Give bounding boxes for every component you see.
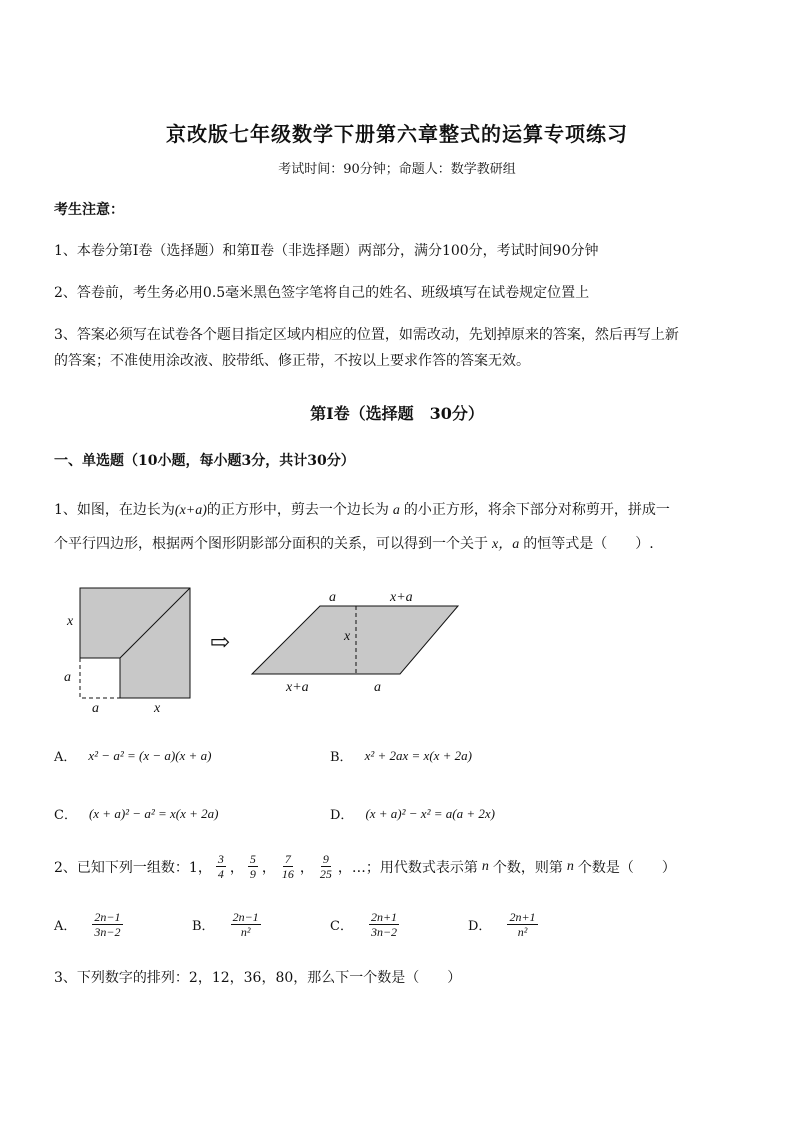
q2-option-d[interactable]: [468, 910, 542, 939]
q1-stem-line2: [54, 535, 654, 554]
frac-den: 16: [281, 867, 294, 881]
frac-num: 2n+1: [370, 910, 398, 924]
q2-fraction: [216, 852, 226, 881]
option-label: C．: [330, 919, 353, 934]
q2-option-c[interactable]: [330, 910, 403, 939]
square-removed-outline: [80, 658, 120, 698]
q1-vars: x，a: [492, 537, 520, 552]
q1-text: 个平行四边形，根据两个图形阴影部分面积的关系，可以得到一个关于: [54, 536, 488, 552]
q2-text: 2、已知下列一组数：1，: [54, 859, 212, 876]
frac-num: 9: [322, 852, 329, 866]
q1-expr: (x+a): [174, 503, 207, 518]
q2-text: ，…；用代数式表示第: [337, 859, 478, 876]
option-label: D．: [330, 808, 354, 823]
option-fraction: [369, 910, 399, 939]
parallelogram-shaded: [252, 606, 458, 674]
option-label: B．: [192, 919, 215, 934]
sq-label-a-bottom: a: [92, 701, 99, 716]
right-arrow-icon: ⇨: [210, 630, 231, 656]
page-title: 京改版七年级数学下册第六章整式的运算专项练习: [166, 122, 628, 146]
q1-option-c[interactable]: [54, 804, 218, 823]
frac-den: 9: [249, 867, 256, 881]
q1-text: 的小正方形，将余下部分对称剪开，拼成一: [403, 502, 670, 518]
par-label-top-xa: x+a: [390, 590, 413, 605]
par-label-bottom-a: a: [374, 680, 381, 695]
option-fraction: [92, 910, 122, 939]
q1-option-a[interactable]: [54, 746, 211, 765]
frac-den: 3n−2: [94, 925, 121, 939]
sq-label-a-left: a: [64, 670, 71, 685]
notice-item-1: 1、本卷分第Ⅰ卷（选择题）和第Ⅱ卷（非选择题）两部分，满分100分，考试时间90分钟: [54, 243, 599, 259]
option-label: B．: [330, 750, 353, 765]
q1-var: a: [392, 503, 400, 518]
frac-num: 2n+1: [509, 910, 536, 924]
q2-fraction: [280, 852, 296, 881]
option-fraction: [231, 910, 261, 939]
page-subtitle: 考试时间：90分钟；命题人：数学教研组: [278, 162, 516, 177]
sq-label-x-left: x: [67, 614, 74, 629]
q1-text: 的恒等式是（ ）.: [523, 536, 654, 552]
option-expr: (x + a)² − a² = x(x + 2a): [88, 805, 219, 821]
q2-var: n: [481, 858, 489, 874]
par-label-top-a: a: [329, 590, 336, 605]
q2-var: n: [566, 858, 574, 874]
q3-stem: 3、下列数字的排列：2，12，36，80，那么下一个数是（ ）: [54, 970, 462, 986]
part-heading: 一、单选题（10小题，每小题3分，共计30分）: [54, 453, 355, 469]
q1-stem-line1: [54, 501, 670, 520]
frac-num: 5: [249, 852, 256, 866]
q1-option-b[interactable]: [330, 746, 472, 765]
frac-den: n²: [517, 925, 528, 939]
q2-text: 个数，则第: [492, 859, 563, 876]
frac-den: 25: [319, 867, 332, 881]
notice-item-2: 2、答卷前，考生务必用0.5毫米黑色签字笔将自己的姓名、班级填写在试卷规定位置上: [54, 285, 590, 301]
frac-den: 4: [217, 867, 224, 881]
option-label: A．: [54, 750, 77, 765]
frac-num: 2n−1: [232, 910, 259, 924]
section-title: 第Ⅰ卷（选择题 30分）: [310, 404, 484, 423]
q2-stem: 2、已知下列一组数：1， $\frac{3}{4}$ ， $\frac{5}{9}$ ， $\frac{7}{16}$ ， $\frac{9}{25}$ ，…；用代数式表示第 n 个数，则第 n 个数是（ ）: [54, 852, 676, 881]
q2-option-b[interactable]: [192, 910, 265, 939]
notice-heading: 考生注意：: [54, 202, 124, 218]
frac-den: 3n−2: [370, 925, 398, 939]
q2-text: 个数是（ ）: [577, 859, 676, 876]
q1-figure: [50, 580, 480, 720]
q2-fraction: [248, 852, 258, 881]
par-label-mid-x: x: [344, 629, 351, 644]
frac-den: n²: [240, 925, 251, 939]
sq-label-x-bottom: x: [154, 701, 161, 716]
notice-item-3-cont: 的答案；不准使用涂改液、胶带纸、修正带，不按以上要求作答的答案无效。: [54, 353, 530, 369]
q1-option-d[interactable]: [330, 804, 495, 823]
notice-item-3: 3、答案必须写在试卷各个题目指定区域内相应的位置，如需改动，先划掉原来的答案，然后再写上新: [54, 327, 679, 343]
q2-option-a[interactable]: [54, 910, 127, 939]
frac-num: 3: [217, 852, 224, 866]
frac-num: 7: [284, 852, 291, 866]
option-fraction: [507, 910, 537, 939]
option-expr: x² − a² = (x − a)(x + a): [88, 747, 212, 763]
option-expr: (x + a)² − x² = a(a + 2x): [365, 805, 495, 821]
q1-text: 的正方形中，剪去一个边长为: [206, 502, 389, 518]
option-label: D．: [468, 919, 492, 934]
par-label-bottom-xa: x+a: [286, 680, 309, 695]
option-label: A．: [54, 919, 77, 934]
option-expr: x² + 2ax = x(x + 2a): [364, 747, 473, 763]
frac-num: 2n−1: [94, 910, 121, 924]
option-label: C．: [54, 808, 77, 823]
q2-fraction: [318, 852, 334, 881]
q1-text: 1、如图，在边长为: [54, 502, 175, 518]
